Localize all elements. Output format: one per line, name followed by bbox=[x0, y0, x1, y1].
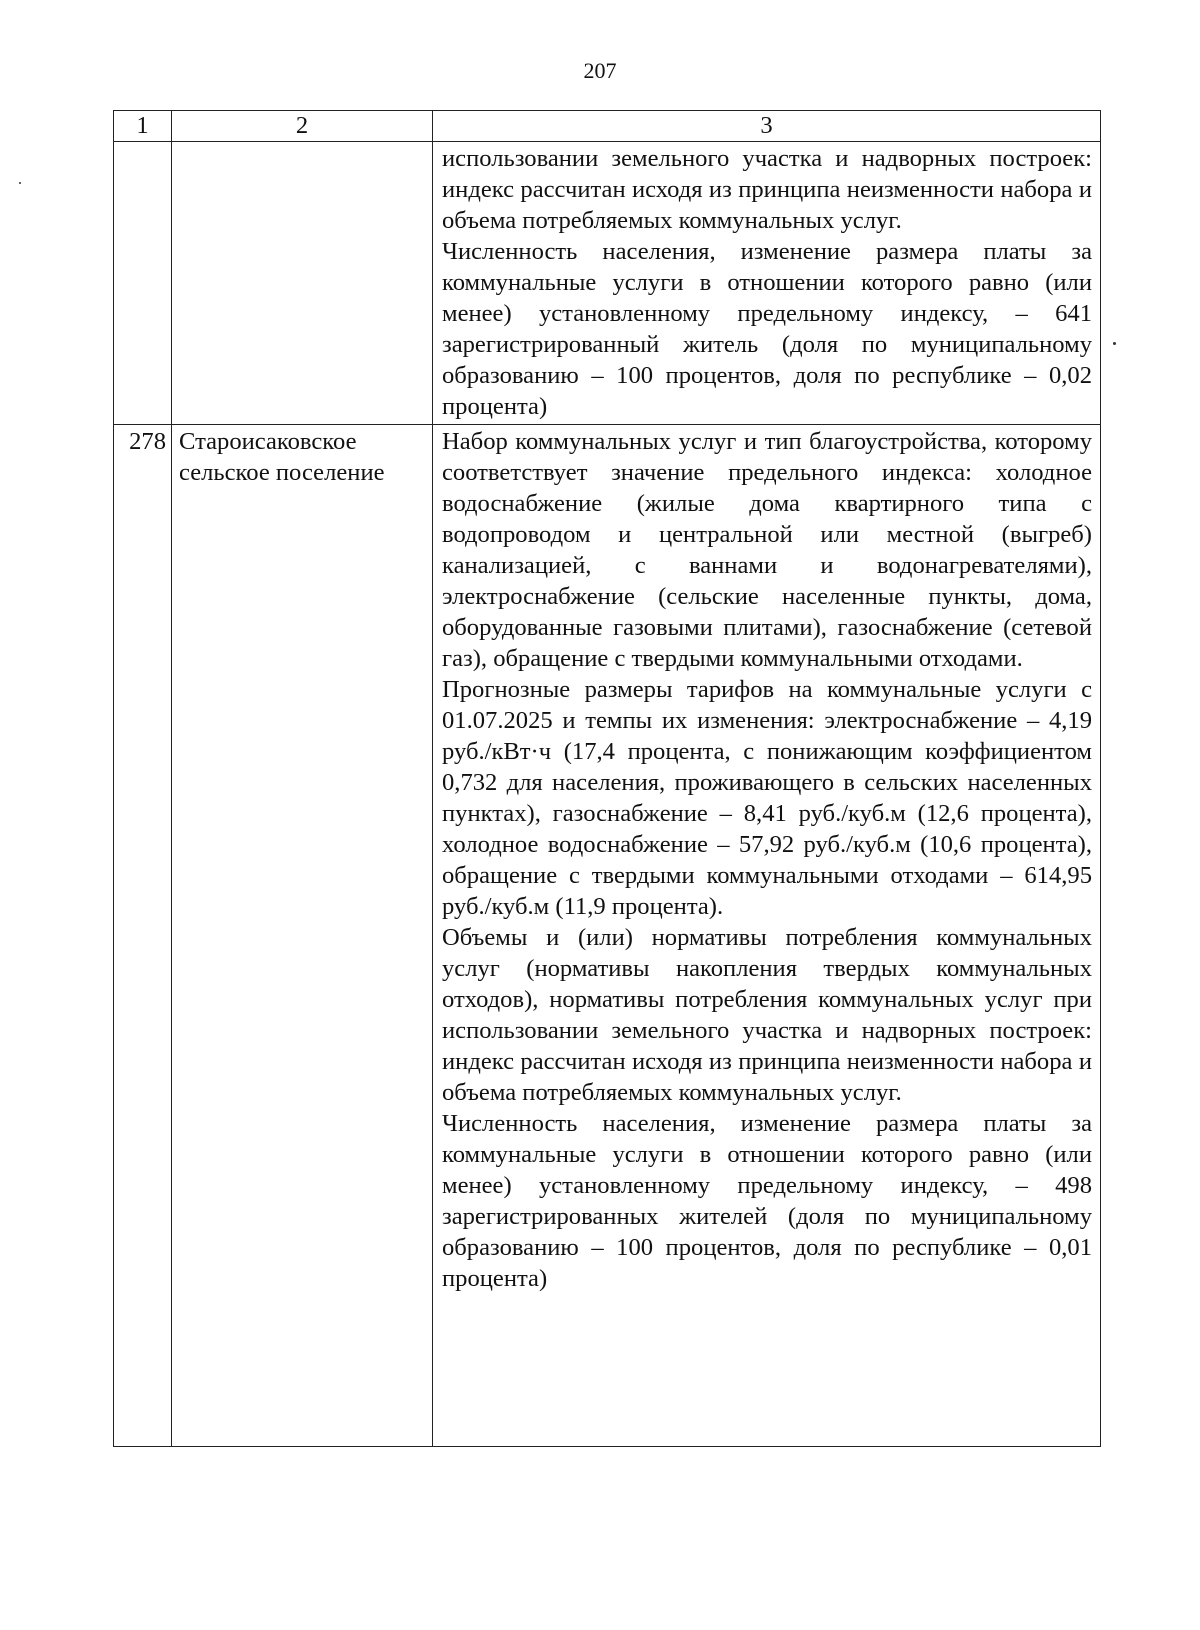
description-cell bbox=[433, 425, 1101, 1447]
description-cell bbox=[433, 142, 1101, 425]
table-row-278 bbox=[114, 425, 1101, 1447]
column-header-2: 2 bbox=[172, 111, 433, 142]
scan-speck bbox=[19, 182, 21, 184]
paragraph: Численность населения, изменение размера платы за коммунальные услуги в отношении которого равно (или менее) установленному предельному индексу, – 498 зарегистрированных жителей (доля по муниципальному образованию – 100 процентов, доля по республике – 0,01 процента) bbox=[442, 1110, 1092, 1292]
column-header-3: 3 bbox=[433, 111, 1101, 142]
column-header-1: 1 bbox=[114, 111, 172, 142]
municipality-name-cell: Староисаковское сельское поселение bbox=[172, 425, 433, 1447]
paragraph: Прогнозные размеры тарифов на коммунальные услуги с 01.07.2025 и темпы их изменения: электроснабжение – 4,19 руб./кВт·ч (17,4 процента, с понижающим коэффициентом 0,732 для населения, проживающего в сельских населенных пунктах), газоснабжение – 8,41 руб./куб.м (12,6 процента), холодное водоснабжение – 57,92 руб./куб.м (10,6 процента), обращение с твердыми коммунальными отходами – 614,95 руб./куб.м (11,9 процента). bbox=[442, 676, 1092, 920]
tariff-table bbox=[113, 110, 1101, 1447]
paragraph: Объемы и (или) нормативы потребления коммунальных услуг (нормативы накопления твердых коммунальных отходов), нормативы потребления коммунальных услуг при использовании земельного участка и надворных построек: индекс рассчитан исходя из принципа неизменности набора и объема потребляемых коммунальных услуг. bbox=[442, 924, 1092, 1106]
row-number-cell: 278 bbox=[114, 425, 172, 1447]
municipality-name-cell bbox=[172, 142, 433, 425]
table-row-continuation bbox=[114, 142, 1101, 425]
paragraph: использовании земельного участка и надворных построек: индекс рассчитан исходя из принципа неизменности набора и объема потребляемых коммунальных услуг. bbox=[442, 145, 1092, 234]
page-number: 207 bbox=[583, 58, 617, 83]
paragraph: Набор коммунальных услуг и тип благоустройства, которому соответствует значение предельного индекса: холодное водоснабжение (жилые дома квартирного типа с водопроводом и центральной или местной (выгреб) канализацией, с ваннами и водонагревателями), электроснабжение (сельские населенные пункты, дома, оборудованные газовыми плитами), газоснабжение (сетевой газ), обращение с твердыми коммунальными отходами. bbox=[442, 428, 1092, 672]
scan-speck bbox=[1113, 342, 1116, 345]
table-header-row bbox=[114, 111, 1101, 142]
row-number-cell bbox=[114, 142, 172, 425]
paragraph: Численность населения, изменение размера платы за коммунальные услуги в отношении которого равно (или менее) установленному предельному индексу, – 641 зарегистрированный житель (доля по муниципальному образованию – 100 процентов, доля по республике – 0,02 процента) bbox=[442, 238, 1092, 420]
